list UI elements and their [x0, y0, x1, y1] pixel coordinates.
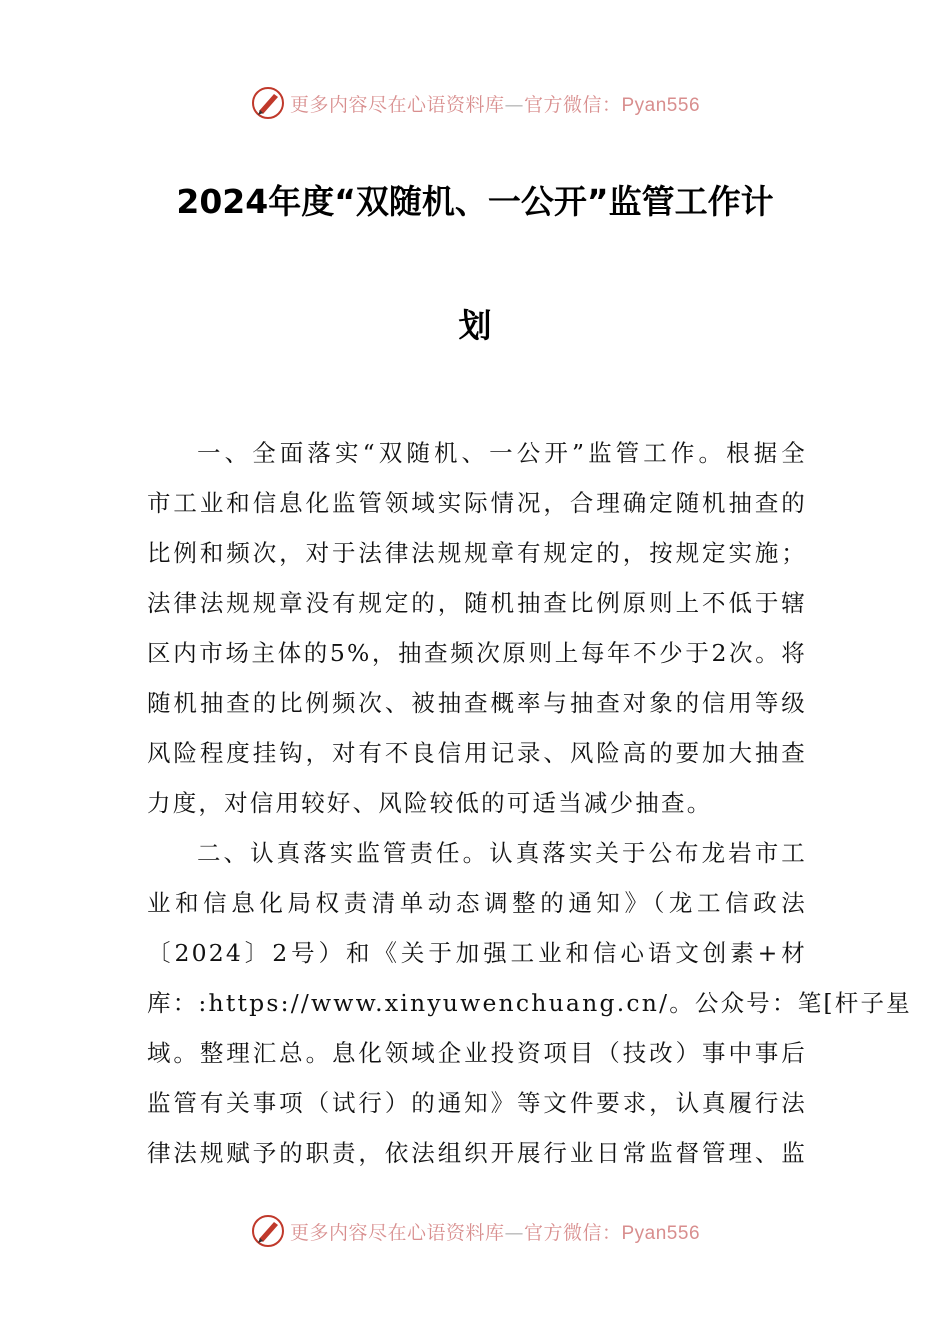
- paragraph-line: 法律法规规章没有规定的，随机抽查比例原则上不低于辖: [147, 589, 807, 617]
- document-title-line-1: 2024年度“双随机、一公开”监管工作计: [176, 182, 774, 221]
- banner-separator: —: [504, 93, 524, 116]
- paragraph-1: [147, 428, 807, 828]
- footer-banner: [0, 1211, 950, 1251]
- pen-logo-icon: [250, 1213, 286, 1249]
- paragraph-line: 市工业和信息化监管领域实际情况，合理确定随机抽查的: [147, 489, 807, 517]
- header-banner: [0, 83, 950, 123]
- paragraph-line: 业和信息化局权责清单动态调整的通知》（龙工信政法: [147, 889, 807, 917]
- banner-contact-id: Pyan556: [621, 94, 701, 116]
- paragraph-line: 比例和频次，对于法律法规规章有规定的，按规定实施；: [147, 539, 807, 567]
- banner-brand-text: 更多内容尽在心语资料库: [289, 93, 505, 116]
- paragraph-line: 监管有关事项（试行）的通知》等文件要求，认真履行法: [147, 1089, 807, 1117]
- paragraph-line: 风险程度挂钩，对有不良信用记录、风险高的要加大抽查: [147, 739, 807, 767]
- pen-logo-icon: [250, 85, 286, 121]
- document-body: [147, 428, 912, 1178]
- banner-brand-text: 更多内容尽在心语资料库: [289, 1221, 505, 1244]
- banner-text: [290, 90, 700, 117]
- document-title-line-2: 划: [458, 306, 492, 345]
- paragraph-line: 区内市场主体的5%，抽查频次原则上每年不少于2次。将: [147, 639, 807, 667]
- banner-separator: —: [504, 1221, 524, 1244]
- paragraph-line: 库：:https://www.xinyuwenchuang.cn/。公众号：笔[杆子星: [147, 989, 912, 1017]
- paragraph-line: 域。整理汇总。息化领域企业投资项目（技改）事中事后: [147, 1039, 807, 1067]
- banner-contact-label: 官方微信：: [523, 93, 622, 116]
- paragraph-line: 律法规赋予的职责，依法组织开展行业日常监督管理、监: [147, 1139, 807, 1167]
- paragraph-line: 一、全面落实“双随机、一公开”监管工作。根据全: [197, 439, 807, 467]
- banner-contact-label: 官方微信：: [523, 1221, 622, 1244]
- banner-contact-id: Pyan556: [621, 1222, 701, 1244]
- paragraph-line: 二、认真落实监管责任。认真落实关于公布龙岩市工: [197, 839, 807, 867]
- paragraph-2: [147, 828, 912, 1178]
- banner-text: [290, 1218, 700, 1245]
- paragraph-line: 〔2024〕2号）和《关于加强工业和信心语文创素+材: [147, 939, 807, 967]
- paragraph-line: 力度，对信用较好、风险较低的可适当减少抽查。: [147, 789, 713, 817]
- paragraph-line: 随机抽查的比例频次、被抽查概率与抽查对象的信用等级: [147, 689, 807, 717]
